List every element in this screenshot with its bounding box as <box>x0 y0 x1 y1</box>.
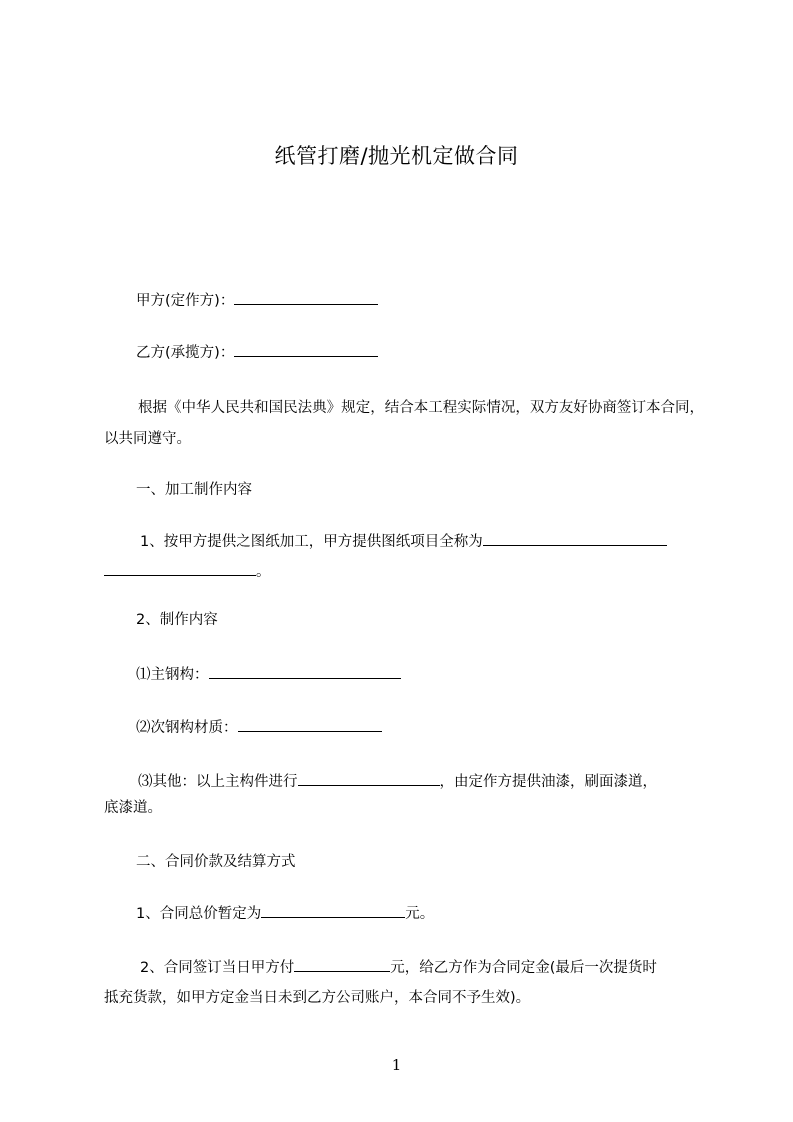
sub-item-3-after-line1: ，由定作方提供油漆，刷面漆道， <box>439 774 657 790</box>
item-2-2-after-line2: 抵充货款，如甲方定金当日未到乙方公司账户，本合同不予生效)。 <box>104 990 531 1006</box>
item-2-2-before: 2、合同签订当日甲方付 <box>140 960 295 976</box>
secondary-steel-blank <box>238 717 382 732</box>
total-price-blank <box>261 903 405 918</box>
page-number: 1 <box>391 1056 402 1074</box>
party-b-blank <box>234 342 378 357</box>
sub-item-1-line <box>136 660 736 691</box>
item-2-1-after: 元。 <box>405 906 435 922</box>
item-1-2-heading: 2、制作内容 <box>136 612 218 628</box>
party-a-blank <box>234 290 378 305</box>
secondary-steel-label: ⑵次钢构材质： <box>136 720 238 736</box>
deposit-blank <box>294 957 390 972</box>
party-b-line <box>136 338 736 369</box>
project-name-blank <box>483 531 667 546</box>
party-a-label: 甲方(定作方)： <box>136 293 235 309</box>
main-steel-blank <box>209 664 401 679</box>
sub-item-3-continuation <box>104 793 704 824</box>
section-1-heading: 一、加工制作内容 <box>136 482 252 498</box>
item-1-1-text: 1、按甲方提供之图纸加工，甲方提供图纸项目全称为 <box>140 534 483 550</box>
preamble-paragraph: 根据《中华人民共和国民法典》规定，结合本工程实际情况，双方友好协商签订本合同，以共同遵守。 <box>104 400 704 447</box>
sub-item-3-before: ⑶其他：以上主构件进行 <box>138 774 298 790</box>
item-2-1-line <box>136 899 736 930</box>
item-1-1-continuation <box>104 557 704 588</box>
sub-item-2-line <box>136 713 736 744</box>
sub-item-3-after-line2: 底漆道。 <box>104 800 162 816</box>
party-b-label: 乙方(承揽方)： <box>136 345 235 361</box>
item-2-2-continuation <box>104 983 704 1014</box>
treatment-blank <box>298 771 440 786</box>
project-name-blank-cont <box>104 561 256 576</box>
item-2-2-line <box>140 953 740 984</box>
section-2-heading: 二、合同价款及结算方式 <box>136 854 296 870</box>
party-a-line <box>136 286 736 317</box>
document-title: 纸管打磨/抛光机定做合同 <box>274 144 519 168</box>
item-2-1-before: 1、合同总价暂定为 <box>136 906 262 922</box>
main-steel-label: ⑴主钢构： <box>136 667 209 683</box>
item-2-2-after-line1: 元，给乙方作为合同定金(最后一次提货时 <box>390 960 657 976</box>
item-1-1-end: 。 <box>256 564 271 580</box>
item-1-1-line <box>140 527 740 558</box>
